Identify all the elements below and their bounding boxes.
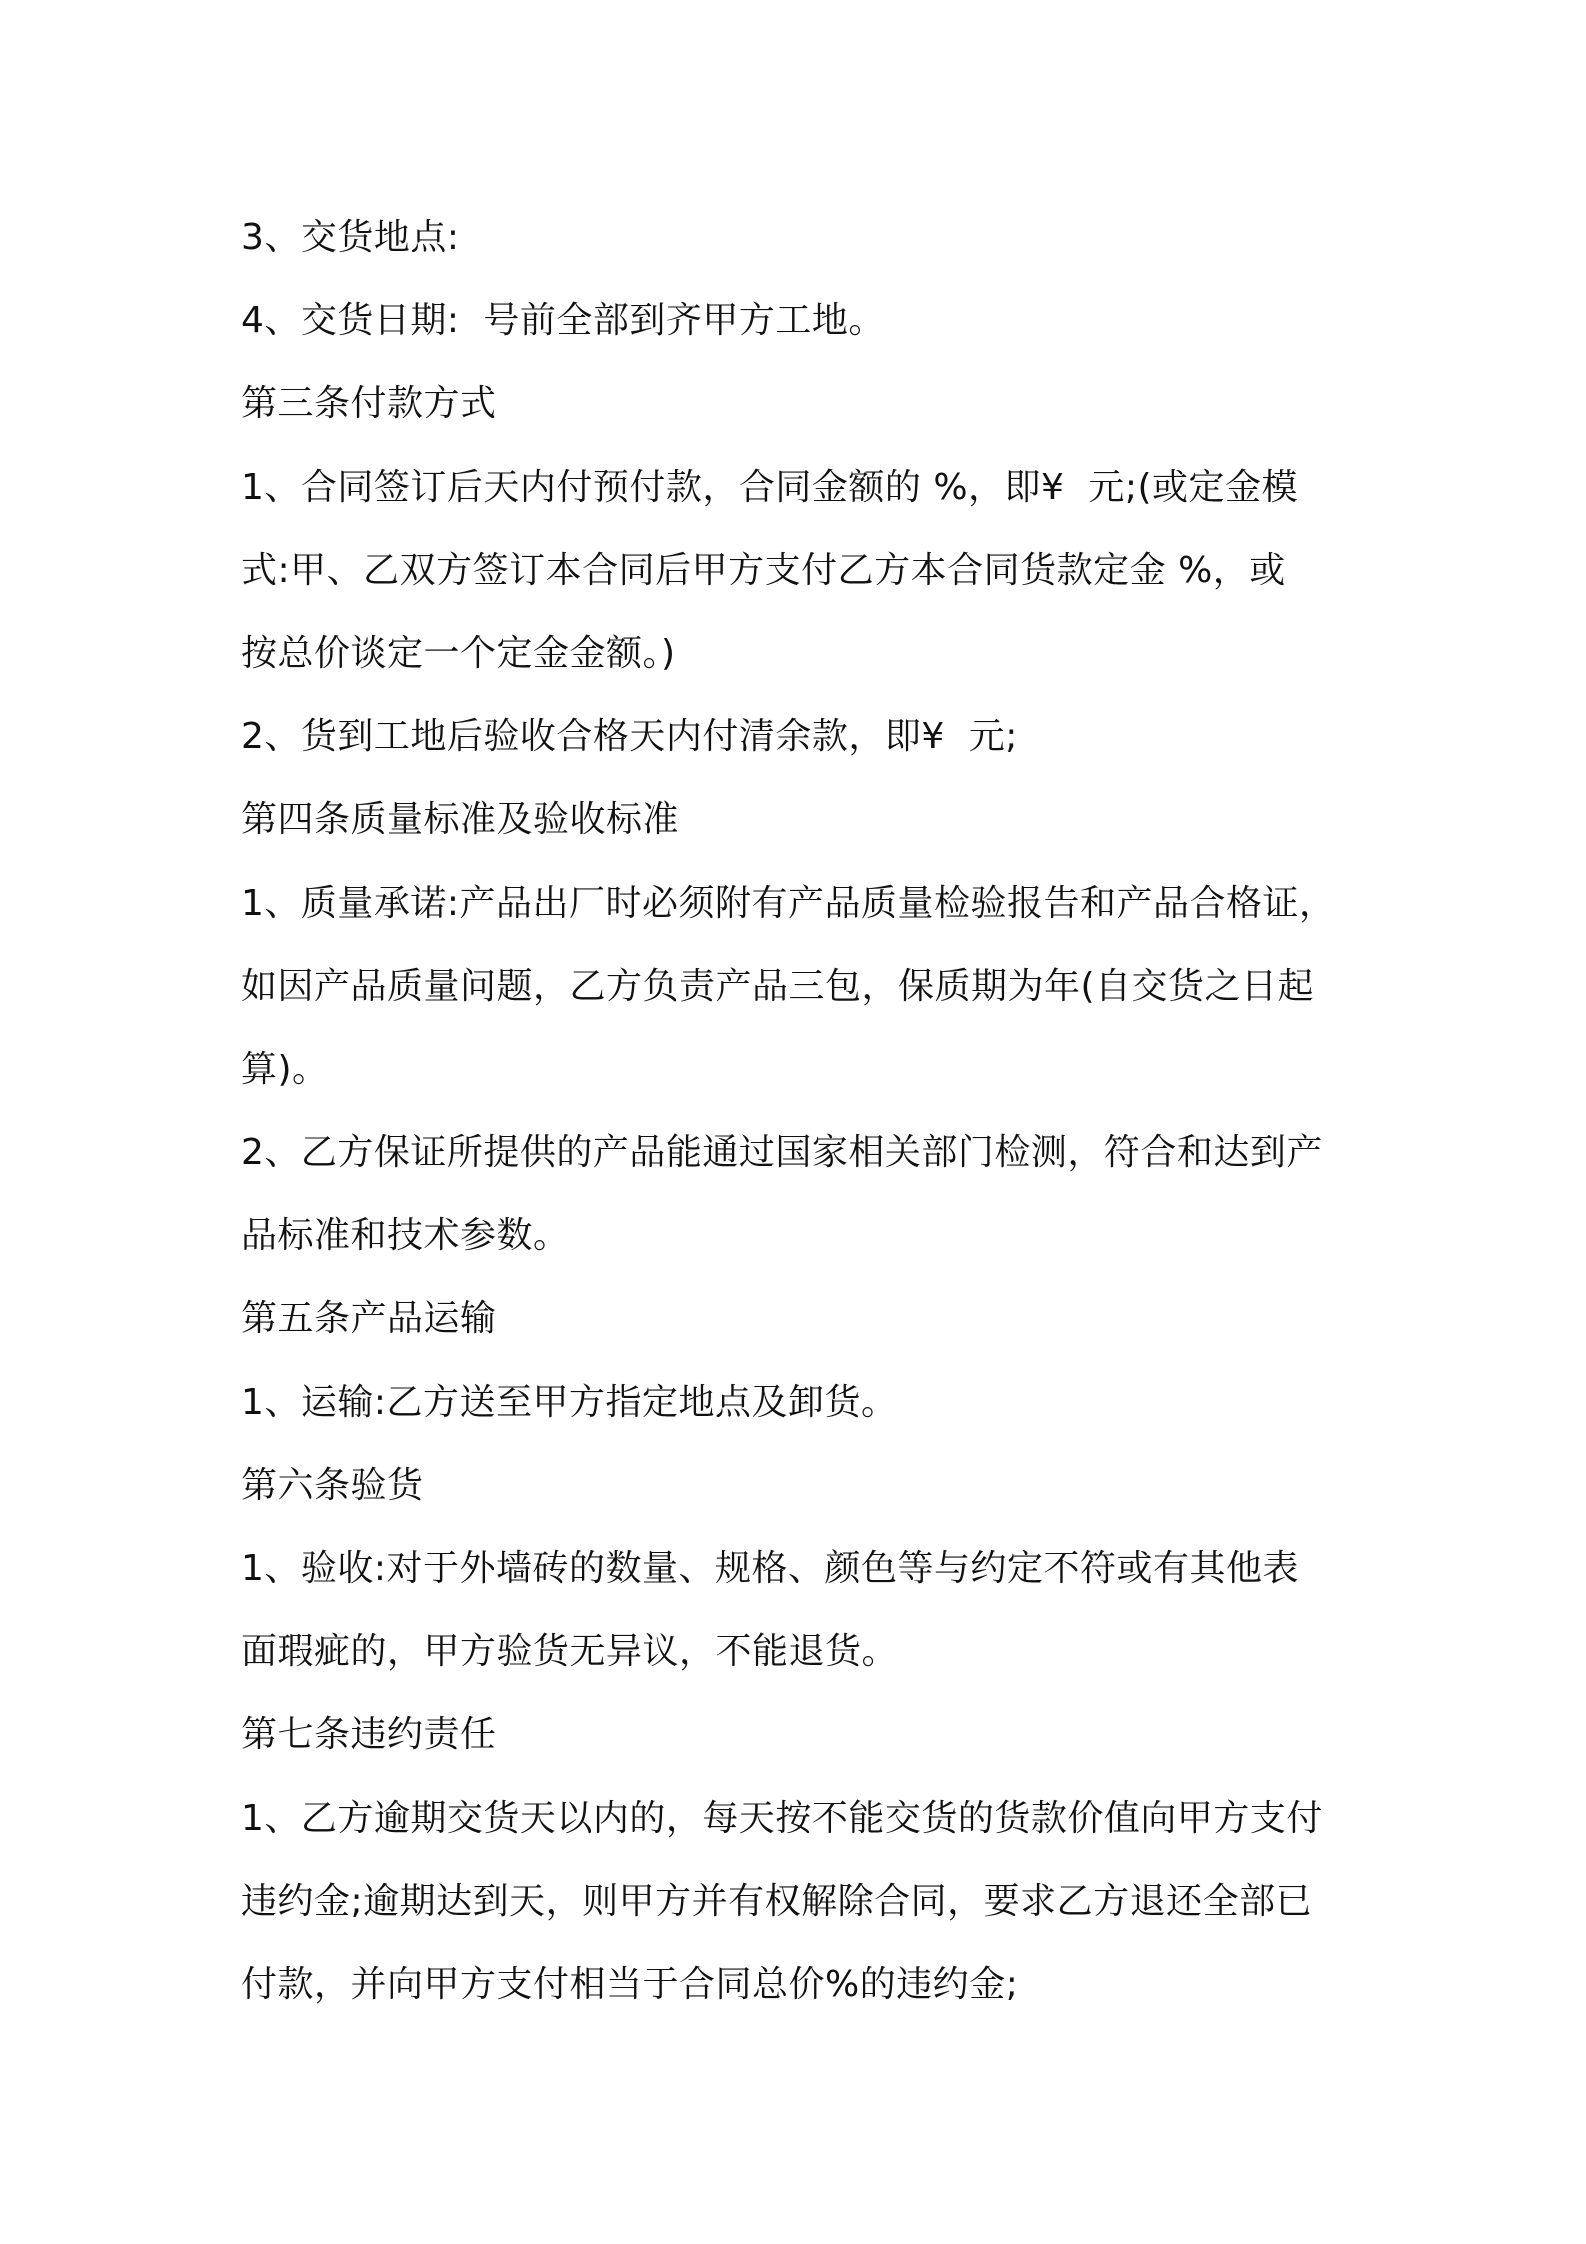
clause-line: 1、合同签订后天内付预付款，合同金额的 %，即¥ 元;(或定金模 <box>241 466 1299 508</box>
section-heading: 第六条验货 <box>241 1464 424 1506</box>
clause-line: 1、乙方逾期交货天以内的，每天按不能交货的货款价值向甲方支付 <box>241 1797 1323 1839</box>
clause-line: 1、质量承诺:产品出厂时必须附有产品质量检验报告和产品合格证， <box>241 882 1336 924</box>
section-heading: 第七条违约责任 <box>241 1714 497 1756</box>
section-heading: 第四条质量标准及验收标准 <box>241 799 680 841</box>
clause-line: 4、交货日期: 号前全部到齐甲方工地。 <box>241 300 885 342</box>
section-heading: 第五条产品运输 <box>241 1298 497 1340</box>
clause-line: 1、验收:对于外墙砖的数量、规格、颜色等与约定不符或有其他表 <box>241 1548 1300 1589</box>
clause-line: 品标准和技术参数。 <box>241 1215 570 1257</box>
section-heading: 第三条付款方式 <box>241 383 497 425</box>
clause-line: 式:甲、乙双方签订本合同后甲方支付乙方本合同货款定金 %，或 <box>241 549 1286 591</box>
clause-line: 1、运输:乙方送至甲方指定地点及卸货。 <box>241 1381 898 1423</box>
clause-line: 按总价谈定一个定金金额。) <box>241 632 676 674</box>
clause-line: 如因产品质量问题，乙方负责产品三包，保质期为年(自交货之日起 <box>241 965 1315 1007</box>
clause-line: 付款，并向甲方支付相当于合同总价%的违约金; <box>241 1963 1019 2005</box>
document-page <box>241 196 1361 2026</box>
clause-line: 3、交货地点: <box>241 217 460 258</box>
clause-line: 算)。 <box>241 1048 329 1090</box>
clause-line: 违约金;逾期达到天，则甲方并有权解除合同，要求乙方退还全部已 <box>241 1880 1313 1922</box>
clause-line: 2、货到工地后验收合格天内付清余款，即¥ 元; <box>241 716 1018 758</box>
clause-line: 2、乙方保证所提供的产品能通过国家相关部门检测，符合和达到产 <box>241 1132 1323 1174</box>
clause-line: 面瑕疵的，甲方验货无异议，不能退货。 <box>241 1631 899 1673</box>
